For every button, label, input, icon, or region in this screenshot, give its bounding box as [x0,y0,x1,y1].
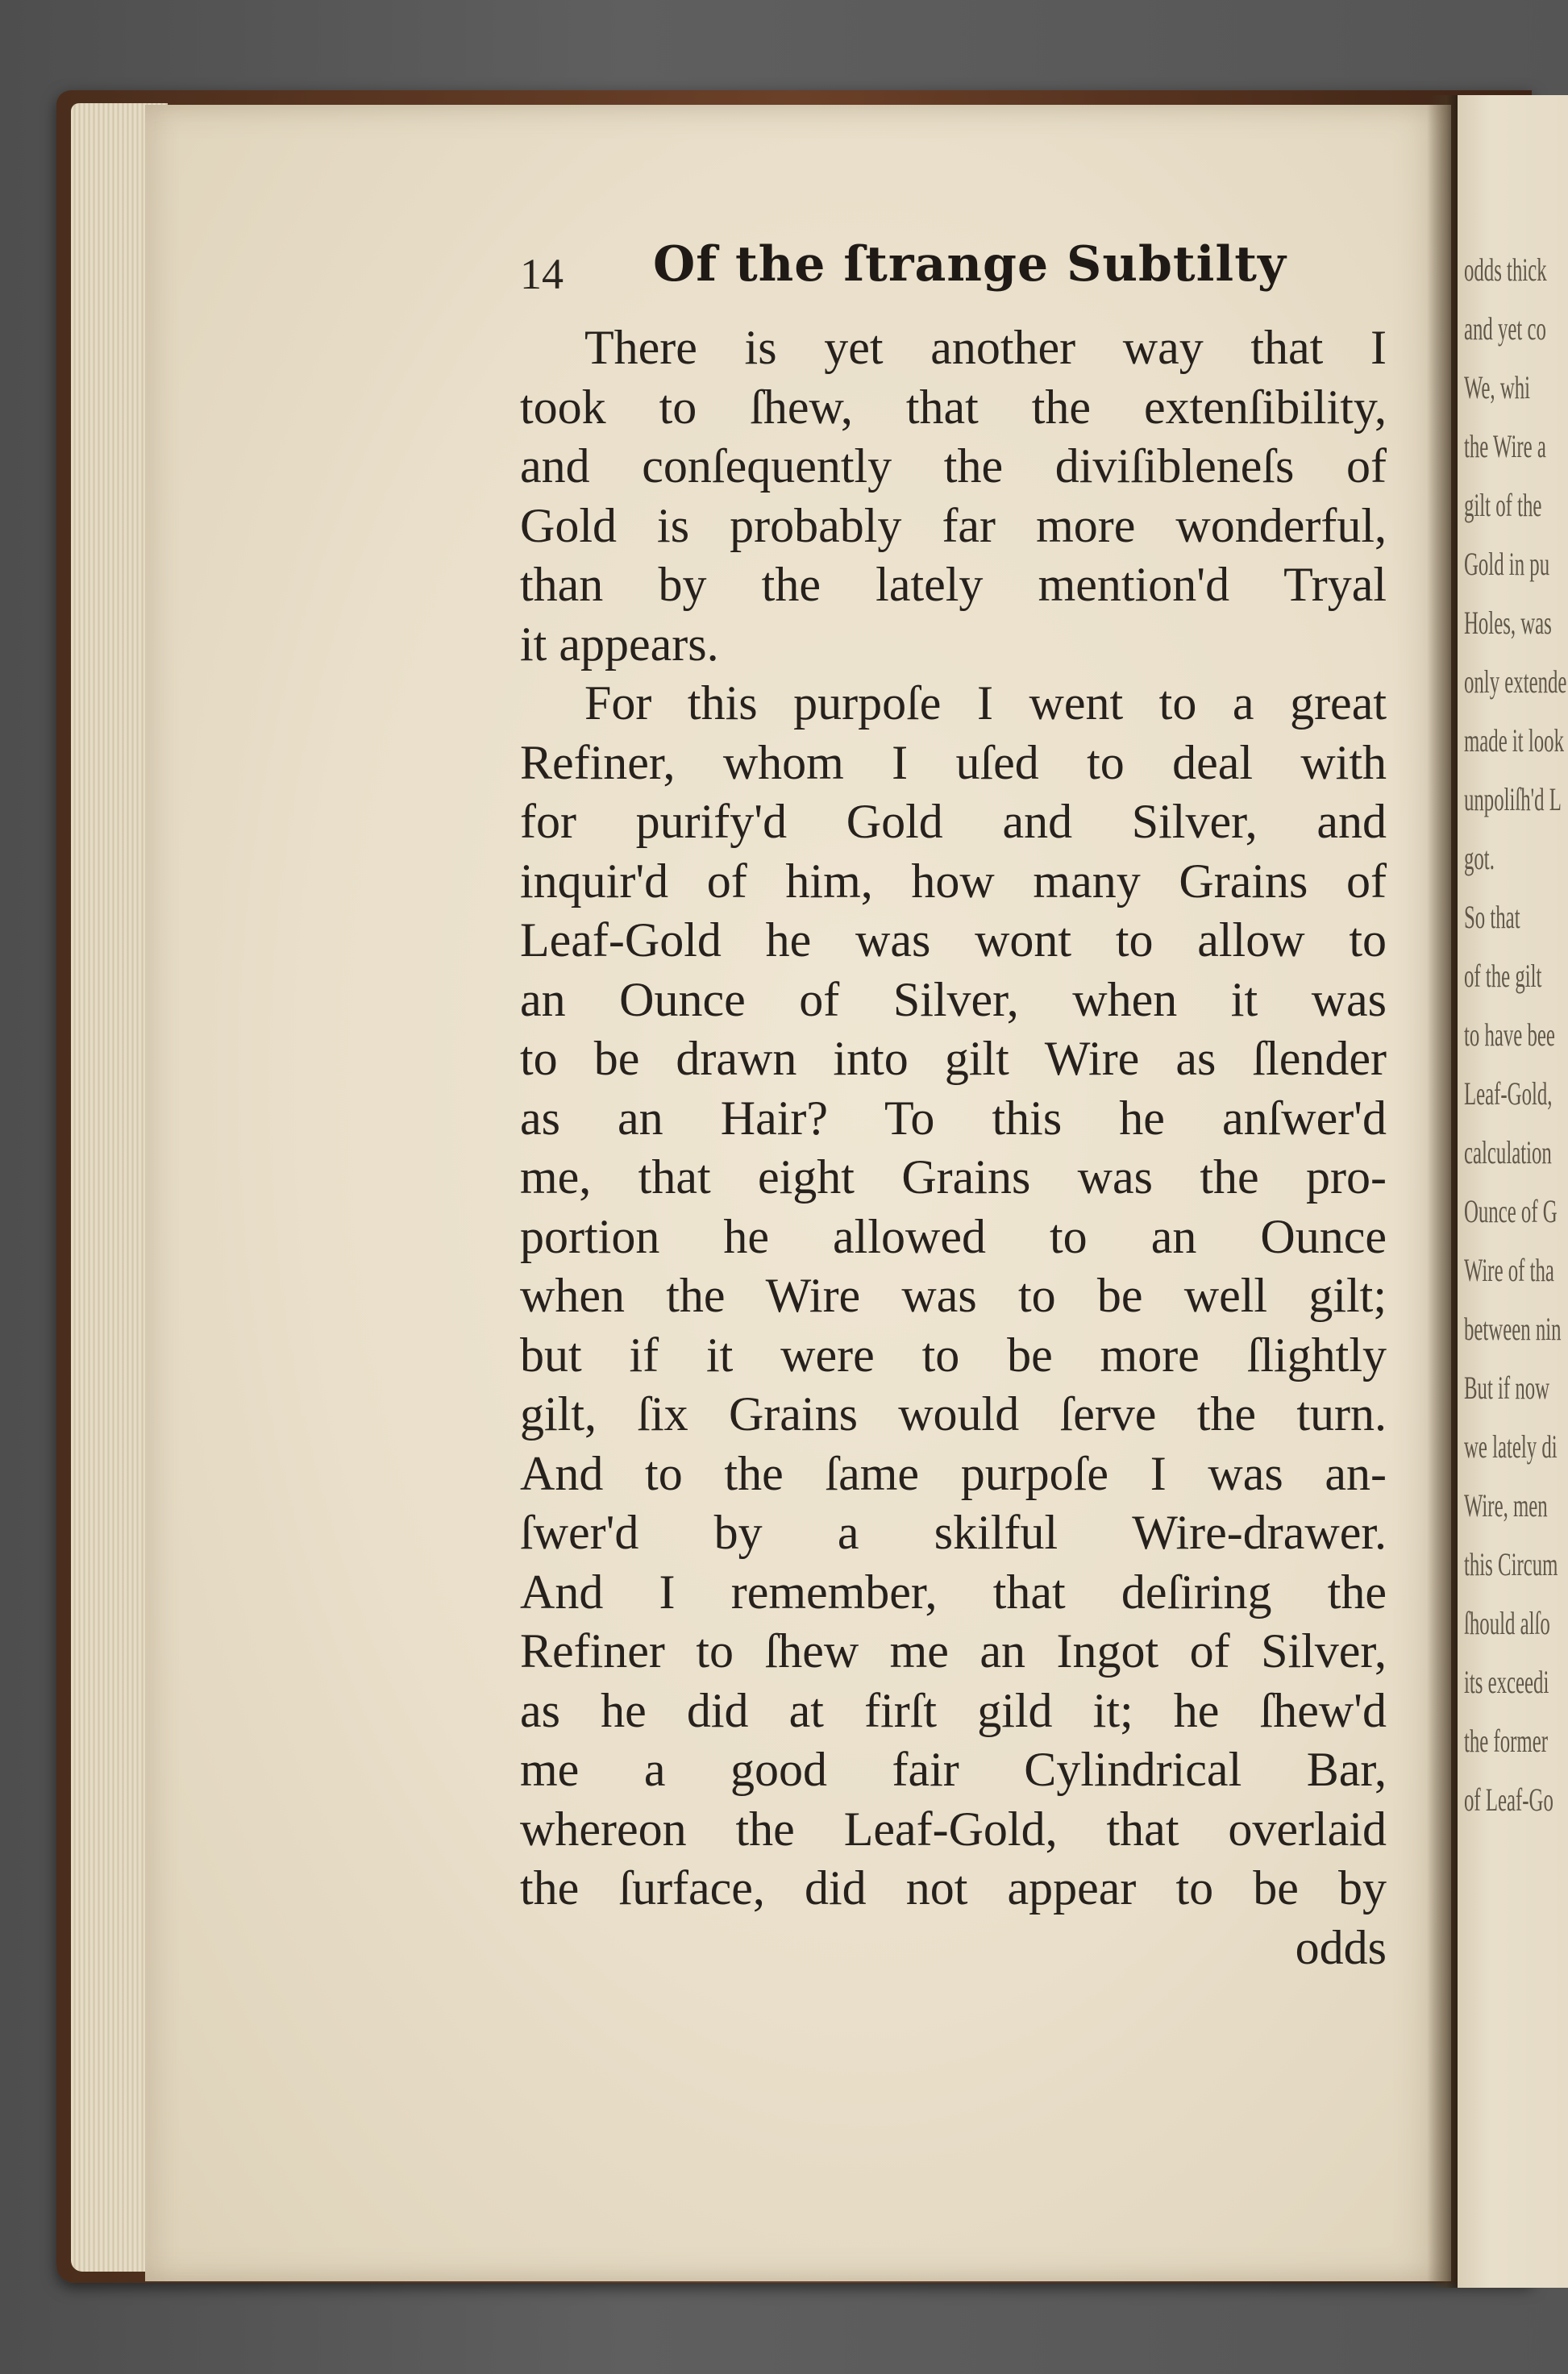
facing-page-line: odds thick [1464,252,1547,288]
text-line: and conſequently the diviſibleneſs of [520,439,1387,493]
facing-page-line: only extende [1464,663,1567,700]
text-line: as an Hair? To this he anſwer'd [520,1091,1387,1145]
text-line: it appears. [520,617,719,671]
text-line: to be drawn into gilt Wire as ſlender [520,1032,1387,1085]
facing-page-line: of the gilt [1464,958,1542,994]
facing-page-line: to have bee [1464,1017,1555,1053]
facing-page-line: Wire, men [1464,1487,1548,1524]
text-line: as he did at firſt gild it; he ſhew'd [520,1683,1387,1737]
text-line: whereon the Leaf-Gold, that overlaid [520,1802,1387,1856]
facing-page-line: ſhould alſo [1464,1605,1550,1641]
catchword: odds [1295,1920,1387,1974]
facing-page-line: unpoliſh'd L [1464,781,1562,817]
facing-page-text [1464,240,1568,1829]
facing-page-line: this Circum [1464,1546,1558,1582]
text-line: Refiner to ſhew me an Ingot of Silver, [520,1624,1387,1678]
facing-page [1458,95,1568,2288]
facing-page-line: So that [1464,899,1520,935]
text-line: me a good fair Cylindrical Bar, [520,1743,1387,1796]
facing-page-line: of Leaf-Go [1464,1782,1553,1818]
text-line: ſwer'd by a skilful Wire-drawer. [520,1506,1387,1559]
body-text [520,318,1387,1977]
text-line: Refiner, whom I uſed to deal with [520,735,1387,789]
text-line: Gold is probably far more wonderful, [520,498,1387,552]
facing-page-line: the Wire a [1464,428,1546,464]
facing-page-line: we lately di [1464,1428,1558,1465]
text-line: when the Wire was to be well gilt; [520,1269,1387,1322]
running-head: Of the ſtrange Subtilty [653,236,1287,293]
text-line: And I remember, that deſiring the [520,1565,1387,1619]
text-line: the ſurface, did not appear to be by [520,1861,1387,1915]
text-line: but if it were to be more ſlightly [520,1328,1387,1382]
text-line: took to ſhew, that the extenſibility, [520,380,1387,434]
gutter-shadow [1427,95,1459,2288]
text-line: Leaf-Gold he was wont to allow to [520,913,1387,967]
facing-page-line: But if now [1464,1370,1550,1406]
text-line: inquir'd of him, how many Grains of [520,854,1387,908]
facing-page-line: Gold in pu [1464,546,1550,582]
text-line: And to the ſame purpoſe I was an- [520,1446,1387,1500]
text-line: me, that eight Grains was the pro- [520,1150,1387,1204]
facing-page-line: gilt of the [1464,487,1542,523]
facing-page-line: Holes, was [1464,605,1552,641]
facing-page-line: calculation [1464,1134,1552,1170]
text-line: portion he allowed to an Ounce [520,1209,1387,1263]
facing-page-line: Ounce of G [1464,1193,1558,1229]
facing-page-line: We, whi [1464,369,1531,405]
text-line: gilt, ſix Grains would ſerve the turn. [520,1387,1387,1441]
text-line: an Ounce of Silver, when it was [520,972,1387,1026]
facing-page-line: its exceedi [1464,1664,1549,1700]
facing-page-line: the former [1464,1723,1548,1759]
facing-page-line: made it look [1464,722,1564,759]
facing-page-line: Wire of tha [1464,1252,1554,1288]
facing-page-line: got. [1464,840,1495,876]
text-line: for purify'd Gold and Silver, and [520,795,1387,848]
facing-page-line: Leaf-Gold, [1464,1075,1553,1112]
text-line: For this purpoſe I went to a great [584,676,1387,730]
facing-page-line: and yet co [1464,310,1546,347]
page-header [520,236,1391,309]
text-line: There is yet another way that I [584,321,1387,374]
text-line: than by the lately mention'd Tryal [520,558,1387,611]
page-number: 14 [520,250,564,298]
facing-page-line: between nin [1464,1311,1562,1347]
